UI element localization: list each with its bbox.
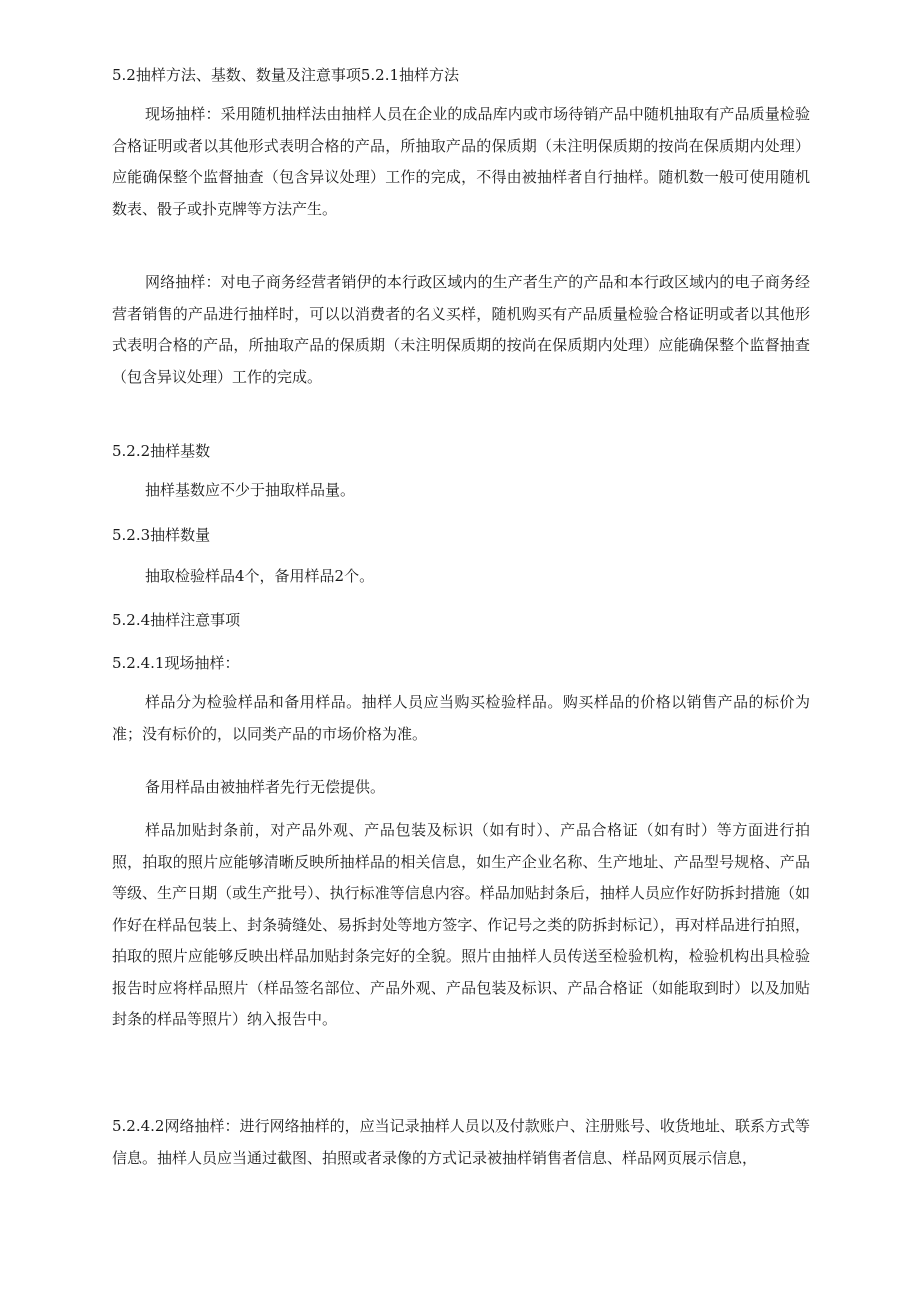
- paragraph-sampling-quantity: 抽取检验样品4个，备用样品2个。: [145, 567, 375, 585]
- paragraph-backup-samples: 备用样品由被抽样者先行无偿提供。: [145, 778, 386, 796]
- section-heading-5-2: 5.2抽样方法、基数、数量及注意事项5.2.1抽样方法: [112, 66, 460, 84]
- section-heading-5-2-4: 5.2.4抽样注意事项: [112, 611, 241, 629]
- section-heading-5-2-4-1: 5.2.4.1现场抽样：: [112, 654, 240, 672]
- paragraph-sampling-base: 抽样基数应不少于抽取样品量。: [145, 481, 356, 499]
- section-heading-5-2-2: 5.2.2抽样基数: [112, 442, 211, 460]
- section-heading-5-2-3: 5.2.3抽样数量: [112, 526, 211, 544]
- paragraph-onsite-sampling: 现场抽样：采用随机抽样法由抽样人员在企业的成品库内或市场待销产品中随机抽取有产品质量检验合格证明或者以其他形式表明合格的产品，所抽取产品的保质期（未注明保质期的按尚在保质期内处理）应能确保整个监督抽查（包含异议处理）工作的完成，不得由被抽样者自行抽样。随机数一般可使用随机数表、骰子或扑克牌等方法产生。: [112, 105, 810, 218]
- paragraph-online-sampling: 网络抽样：对电子商务经营者销伊的本行政区域内的生产者生产的产品和本行政区域内的电子商务经营者销售的产品进行抽样时，可以以消费者的名义买样，随机购买有产品质量检验合格证明或者以其他形式表明合格的产品，所抽取产品的保质期（未注明保质期的按尚在保质期内处理）应能确保整个监督抽查（包含异议处理）工作的完成。: [112, 273, 810, 386]
- paragraph-sample-photos: 样品加贴封条前，对产品外观、产品包装及标识（如有时）、产品合格证（如有时）等方面进行拍照，拍取的照片应能够清晰反映所抽样品的相关信息，如生产企业名称、生产地址、产品型号规格、产品等级、生产日期（或生产批号）、执行标准等信息内容。样品加贴封条后，抽样人员应作好防拆封措施（如作好在样品包装上、封条骑缝处、易拆封处等地方签字、作记号之类的防拆封标记），再对样品进行拍照，拍取的照片应能够反映出样品加贴封条完好的全貌。照片由抽样人员传送至检验机构，检验机构出具检验报告时应将样品照片（样品签名部位、产品外观、产品包装及标识、产品合格证（如能取到时）以及加贴封条的样品等照片）纳入报告中。: [112, 821, 810, 1028]
- paragraph-online-sampling-5-2-4-2: 5.2.4.2网络抽样：进行网络抽样的，应当记录抽样人员以及付款账户、注册账号、收货地址、联系方式等信息。抽样人员应当通过截图、拍照或者录像的方式记录被抽样销售者信息、样品网页展示信息，: [112, 1117, 810, 1167]
- paragraph-sample-types: 样品分为检验样品和备用样品。抽样人员应当购买检验样品。购买样品的价格以销售产品的标价为准；没有标价的，以同类产品的市场价格为准。: [112, 693, 810, 743]
